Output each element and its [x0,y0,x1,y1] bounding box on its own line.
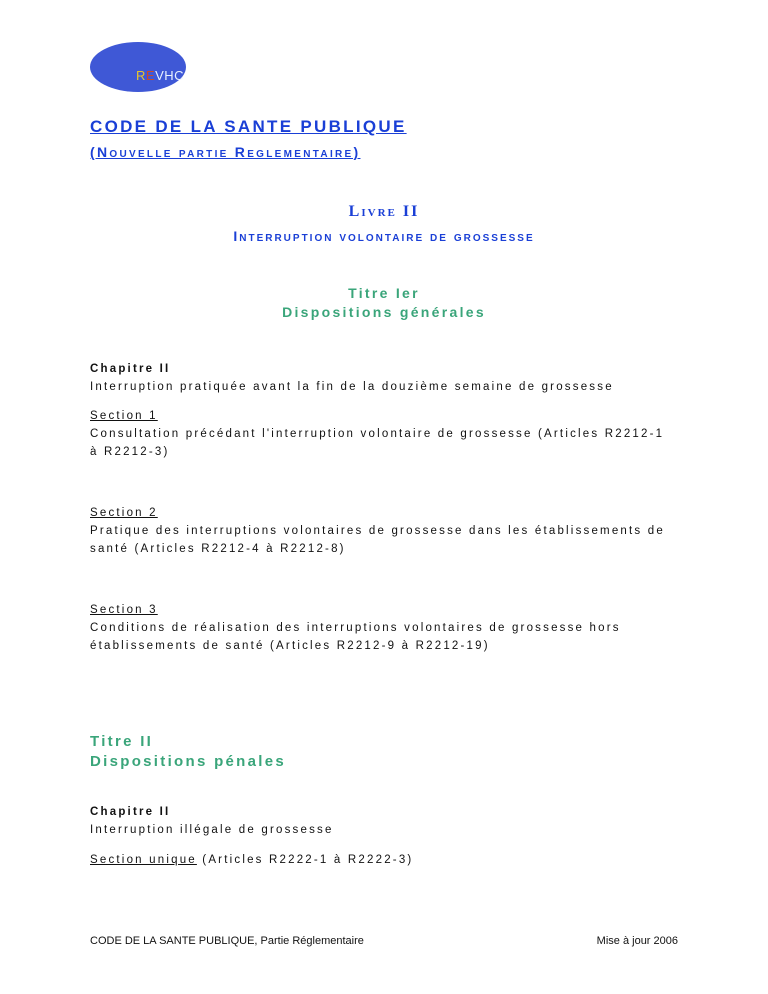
titre2-name: Dispositions pénales [90,753,287,770]
section-2-link[interactable]: Section 2 [90,507,158,519]
revhc-logo [90,42,186,92]
titre2-label: Titre II [90,733,154,750]
livre-title: Livre II [348,203,420,220]
logo-text: REVHC [136,68,185,83]
titre2-chapitre-label: Chapitre II [90,806,171,818]
section-2-desc-line2: santé (Articles R2212-4 à R2212-8) [90,543,346,555]
livre-subtitle: Interruption volontaire de grossesse [233,228,535,244]
section-2-desc-line1: Pratique des interruptions volontaires de grossesse dans les établissements de [90,525,665,537]
titre1-chapitre-name: Interruption pratiquée avant la fin de la douzième semaine de grossesse [90,381,614,393]
section-unique-line [90,851,680,869]
footer-update-date: Mise à jour 2006 [596,935,678,947]
document-title: CODE DE LA SANTE PUBLIQUE [90,117,407,136]
section-unique-articles: (Articles R2222-1 à R2222-3) [196,854,414,866]
section-3-desc-line1: Conditions de réalisation des interruptions volontaires de grossesse hors [90,622,621,634]
section-unique-link[interactable]: Section unique [90,854,197,866]
titre1-name: Dispositions générales [282,304,486,320]
section-1-link[interactable]: Section 1 [90,410,158,422]
section-3-link[interactable]: Section 3 [90,604,158,616]
section-3-desc-line2: établissements de santé (Articles R2212-9 à R2212-19) [90,640,490,652]
document-subtitle: (Nouvelle partie Reglementaire) [90,144,361,160]
titre1-chapitre-label: Chapitre II [90,363,171,375]
section-1-desc-line1: Consultation précédant l'interruption volontaire de grossesse (Articles R2212-1 [90,428,665,440]
titre2-chapitre-name: Interruption illégale de grossesse [90,824,334,836]
footer-document-name: CODE DE LA SANTE PUBLIQUE, Partie Réglementaire [90,935,364,947]
titre1-label: Titre Ier [348,285,420,301]
section-1-desc-line2: à R2212-3) [90,446,170,458]
